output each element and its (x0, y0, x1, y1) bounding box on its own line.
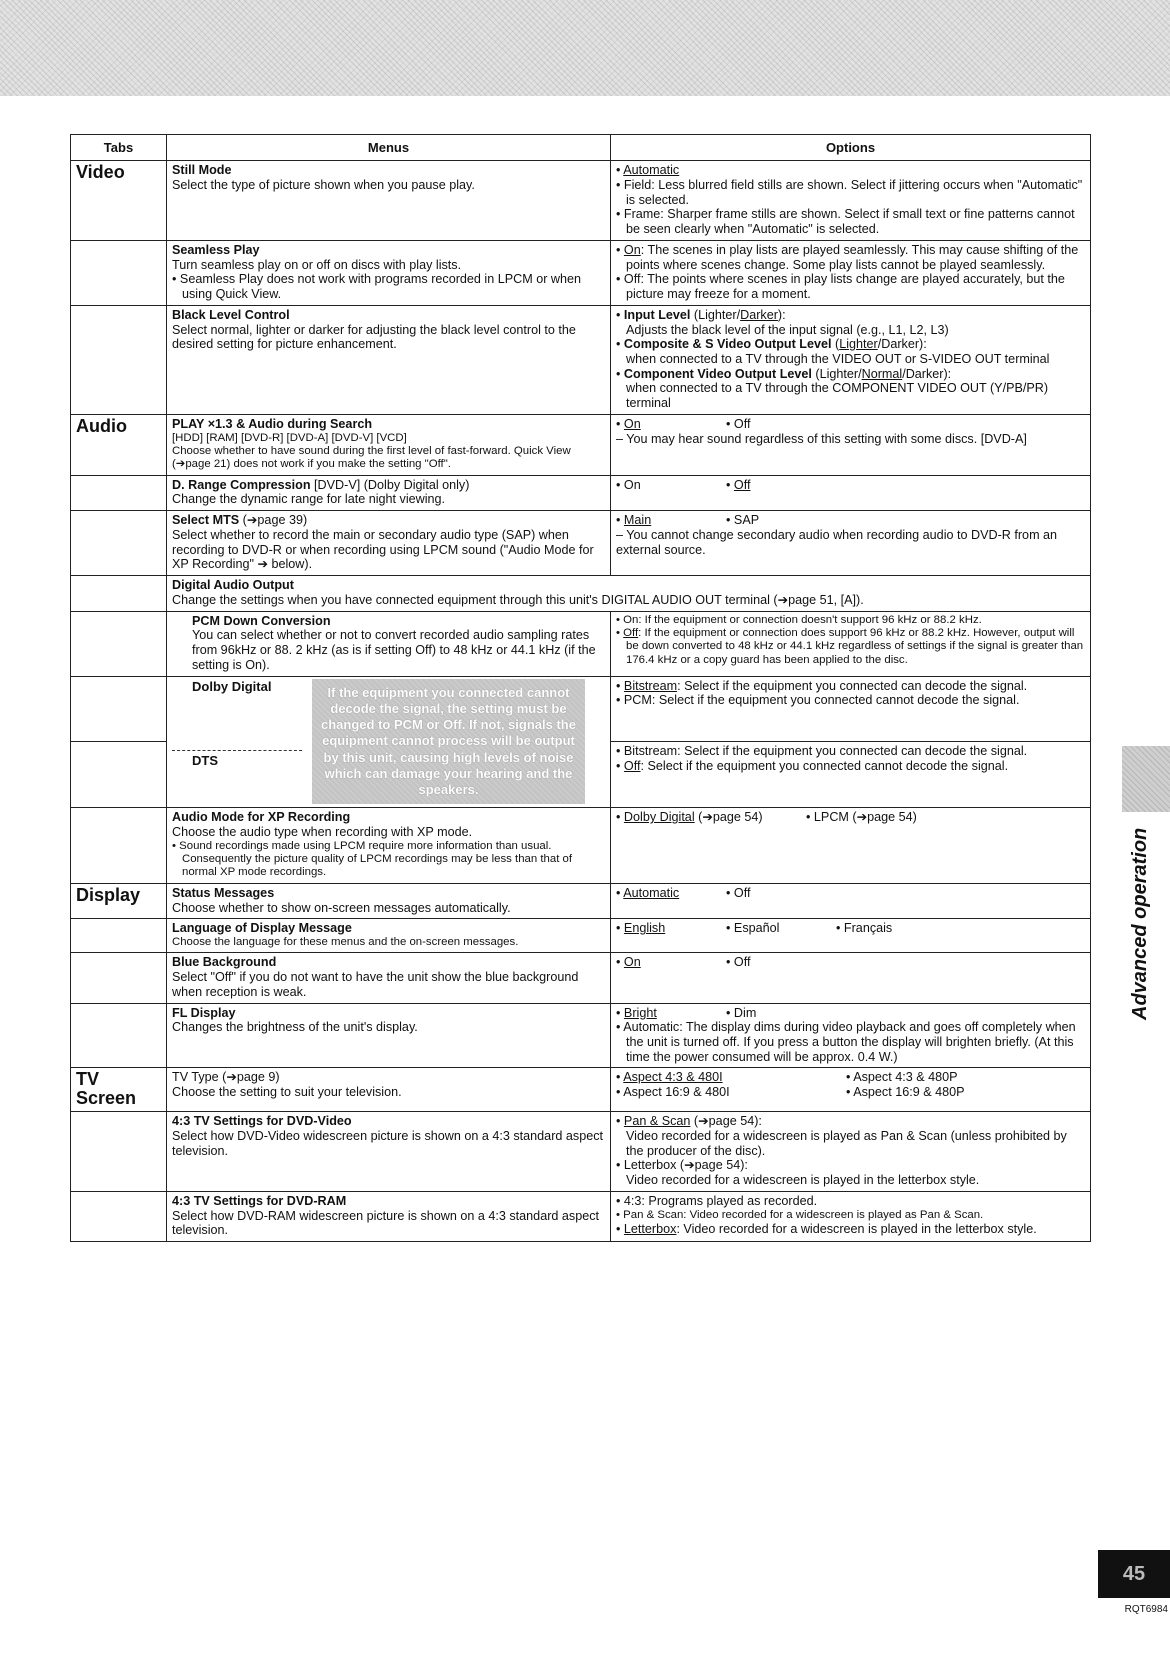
menu-blue-background (167, 953, 611, 1003)
menu-title: Audio Mode for XP Recording (172, 810, 351, 825)
menu-title: Still Mode (172, 163, 232, 178)
options-dolby (611, 676, 1091, 742)
menu-title: D. Range Compression (172, 477, 311, 492)
tab-spacer (71, 919, 167, 953)
dashed-divider (172, 694, 302, 751)
options-language (611, 919, 1091, 953)
tab-tv-screen: TV Screen (71, 1068, 167, 1112)
default-option: Darker (740, 307, 778, 322)
menu-desc: Changes the brightness of the unit's display. (172, 1020, 418, 1035)
tab-spacer (71, 511, 167, 576)
option-text: Off (733, 885, 751, 900)
menu-note: • Seamless Play does not work with programs recorded in LPCM or when using Quick View. (172, 272, 581, 302)
header-tabs: Tabs (71, 135, 167, 161)
option-title: Component Video Output Level (623, 366, 812, 381)
option-desc: when connected to a TV through the COMPONENT VIDEO OUT (Y/PB/PR) terminal (626, 381, 1049, 411)
tab-spacer (71, 676, 167, 742)
menu-title: Black Level Control (172, 307, 290, 322)
option-item: • PCM: Select if the equipment you connected cannot decode the signal. (616, 693, 1020, 708)
option-item: • Off: Select if the equipment you connected cannot decode the signal. (616, 759, 1009, 774)
option-item: • Off: The points where scenes in play lists change are played accurately, but the picture may freeze for a moment. (616, 272, 1065, 302)
menu-title: Status Messages (172, 885, 275, 900)
default-option: On (623, 416, 641, 431)
default-option: English (623, 921, 666, 936)
menu-mts (167, 511, 611, 576)
options-fl-display (611, 1003, 1091, 1068)
default-option: Lighter (839, 337, 878, 352)
table-row (71, 1191, 1091, 1241)
options-xp-audio (611, 808, 1091, 884)
table-header-row (71, 135, 1091, 161)
options-dvd-ram-43 (611, 1191, 1091, 1241)
option-row (616, 513, 1085, 528)
option-row (616, 886, 1085, 901)
option-item: • Automatic (616, 163, 680, 178)
default-option: Bright (623, 1005, 657, 1020)
tab-spacer (71, 808, 167, 884)
option-text: (➔page 54) (694, 810, 763, 825)
table-row (71, 240, 1091, 305)
option-row (616, 810, 1085, 825)
option-item: • Frame: Sharper frame stills are shown. Select if small text or fine patterns cannot be seen clearly when "Automatic" is selected. (616, 207, 1075, 237)
option-item: • Bitstream: Select if the equipment you connected can decode the signal. (616, 744, 1028, 759)
option-item: • Français (836, 921, 893, 936)
option-item: • Aspect 16:9 & 480P (846, 1085, 965, 1100)
option-item: • Input Level (Lighter/Darker): (616, 307, 786, 322)
tab-spacer (71, 1191, 167, 1241)
default-option: Normal (861, 366, 903, 381)
options-black-level (611, 305, 1091, 414)
tab-spacer (71, 611, 167, 676)
option-title: Composite & S Video Output Level (623, 337, 832, 352)
option-text: Aspect 4:3 & 480P (853, 1070, 958, 1085)
option-item: • Letterbox (➔page 54): (616, 1158, 748, 1173)
option-item: • Español (726, 921, 780, 936)
options-seamless-play (611, 240, 1091, 305)
option-text: (➔page 54): (690, 1114, 762, 1129)
menu-desc: Choose the language for these menus and the on-screen messages. (172, 935, 519, 948)
option-text: Aspect 16:9 & 480I (623, 1085, 730, 1100)
default-option: Off (623, 626, 639, 639)
option-item: • Dolby Digital (➔page 54) (616, 810, 763, 825)
table-row (71, 1068, 1091, 1112)
option-row (616, 921, 1085, 936)
tab-spacer (71, 240, 167, 305)
menu-title: Blue Background (172, 955, 277, 970)
options-pcm-down (611, 611, 1091, 676)
options-drange (611, 475, 1091, 510)
option-text: : Select if the equipment you connected cannot decode the signal. (640, 759, 1009, 774)
menu-drange (167, 475, 611, 510)
section-side-label: Advanced operation (1129, 827, 1151, 1020)
tab-spacer (71, 576, 167, 611)
option-desc: Video recorded for a widescreen is played in the letterbox style. (626, 1173, 980, 1188)
decorative-side-patch (1122, 746, 1170, 812)
option-item: • 4:3: Programs played as recorded. (616, 1193, 818, 1208)
option-item: • On (616, 477, 641, 492)
menu-title: PCM Down Conversion (192, 613, 331, 628)
option-item: • Automatic (616, 885, 680, 900)
option-text: : The scenes in play lists are played seamlessly. This may cause shifting of the points where scenes change. Some play lists cannot be played seamlessly. (626, 242, 1079, 272)
menu-xp-audio (167, 808, 611, 884)
tab-video: Video (71, 161, 167, 241)
option-text: (Lighter/ (811, 366, 862, 381)
options-mts (611, 511, 1091, 576)
menu-tv-type (167, 1068, 611, 1112)
menu-desc: Select whether to record the main or secondary audio type (SAP) when recording to DVD-R or when recording using LPCM sound ("Audio Mode for XP Recording" ➔ below). (172, 527, 594, 572)
option-item: • On (616, 416, 641, 431)
tab-spacer (71, 305, 167, 414)
option-item: • Off (726, 416, 751, 431)
option-item: • Aspect 4:3 & 480I (616, 1070, 723, 1085)
menu-language (167, 919, 611, 953)
menu-desc: Change the dynamic range for late night viewing. (172, 492, 446, 507)
menu-title: 4:3 TV Settings for DVD-RAM (172, 1193, 347, 1208)
default-option: Main (623, 513, 652, 528)
option-item: • Composite & S Video Output Level (Lighter/Darker): (616, 337, 927, 352)
table-row (71, 1112, 1091, 1192)
table-row (71, 475, 1091, 510)
option-item: • Dim (726, 1005, 757, 1020)
default-option: On (623, 242, 641, 257)
label-column (172, 679, 312, 768)
option-item: • Bright (616, 1005, 657, 1020)
note-text: Seamless Play does not work with programs recorded in LPCM or when using Quick View. (179, 272, 581, 302)
option-text: ( (831, 337, 840, 352)
options-status-messages (611, 883, 1091, 918)
tab-display: Display (71, 883, 167, 918)
table-row (71, 576, 1091, 611)
default-option: Letterbox (623, 1222, 677, 1236)
option-text: (Lighter/ (690, 307, 741, 322)
menu-title-sub: (➔page 39) (239, 513, 308, 528)
menu-desc: Select normal, lighter or darker for adjusting the black level control to the desired setting for picture enhancement. (172, 322, 576, 352)
menu-desc: Choose whether to have sound during the first level of fast-forward. Quick View (➔page 21) does not work if you make the setting "Off". (172, 445, 571, 471)
option-row (616, 478, 1085, 493)
option-item: • Off: If the equipment or connection does support 96 kHz or 88.2 kHz. However, output will be down converted to 48 kHz or 44.1 kHz regardless of settings if the signal is greater than 176.4 kHz or a copy guard has been applied to the disc. (616, 626, 1084, 666)
option-item: • Aspect 4:3 & 480P (846, 1070, 958, 1085)
menu-title-line (172, 1070, 605, 1085)
table-row (71, 161, 1091, 241)
option-text: : Select if the equipment you connected can decode the signal. (677, 678, 1028, 693)
default-option: Pan & Scan (623, 1114, 691, 1129)
menu-status-messages (167, 883, 611, 918)
table-row (71, 414, 1091, 475)
option-item: • Pan & Scan: Video recorded for a widescreen is played as Pan & Scan. (616, 1208, 984, 1221)
option-item: • Bitstream: Select if the equipment you connected can decode the signal. (616, 678, 1028, 693)
option-text: Español (733, 921, 780, 936)
menu-still-mode (167, 161, 611, 241)
option-item: • On: The scenes in play lists are played seamlessly. This may cause shifting of the points where scenes change. Some play lists cannot be played seamlessly. (616, 242, 1079, 272)
table-row (71, 611, 1091, 676)
menu-desc: Choose the setting to suit your television. (172, 1085, 402, 1100)
option-item: • Main (616, 513, 652, 528)
option-item: • LPCM (➔page 54) (806, 810, 917, 825)
table-row (71, 1003, 1091, 1068)
option-desc: Video recorded for a widescreen is played as Pan & Scan (unless prohibited by the producer of the disc). (626, 1128, 1067, 1158)
option-note: – You may hear sound regardless of this setting with some discs. [DVD-A] (616, 431, 1027, 446)
table-row (71, 883, 1091, 918)
option-text: Off (733, 416, 751, 431)
note-text: Sound recordings made using LPCM require more information than usual. Consequently the picture quality of LPCM recordings may be less than that of normal XP mode recordings. (179, 839, 573, 879)
menu-title: Digital Audio Output (172, 578, 294, 593)
menu-desc: Select the type of picture shown when you pause play. (172, 177, 475, 192)
menu-note: • Sound recordings made using LPCM require more information than usual. Consequently the picture quality of LPCM recordings may be less than that of normal XP mode recordings. (172, 839, 573, 879)
options-blue-background (611, 953, 1091, 1003)
default-option: Dolby Digital (623, 810, 695, 825)
option-item: • Off (726, 885, 751, 900)
option-row (616, 1085, 1085, 1100)
tab-spacer (71, 1112, 167, 1192)
document-code: RQT6984 (1124, 1604, 1168, 1615)
option-text: Letterbox (➔page 54): (623, 1158, 748, 1173)
table-row (71, 953, 1091, 1003)
menu-desc: Turn seamless play on or off on discs with play lists. (172, 257, 462, 272)
menu-black-level (167, 305, 611, 414)
option-item: • On: If the equipment or connection doesn't support 96 kHz or 88.2 kHz. (616, 613, 982, 626)
header-options: Options (611, 135, 1091, 161)
option-row (616, 1070, 1085, 1085)
option-row (616, 955, 1085, 970)
default-option: Automatic (623, 163, 680, 178)
menu-title: Language of Display Message (172, 921, 352, 936)
menu-desc: Select how DVD-Video widescreen picture is shown on a 4:3 standard aspect television. (172, 1128, 603, 1158)
options-tv-type (611, 1068, 1091, 1112)
option-text: LPCM (➔page 54) (813, 810, 917, 825)
option-row (616, 1006, 1085, 1021)
menu-desc: Select how DVD-RAM widescreen picture is shown on a 4:3 standard aspect television. (172, 1208, 599, 1238)
menu-dolby-dts (167, 676, 611, 808)
options-dts (611, 742, 1091, 808)
option-item: • Aspect 16:9 & 480I (616, 1085, 730, 1100)
menu-fl-display (167, 1003, 611, 1068)
menu-desc: Choose whether to show on-screen messages automatically. (172, 900, 511, 915)
option-text: Off (733, 955, 751, 970)
table-row (71, 676, 1091, 742)
table-row (71, 305, 1091, 414)
menu-title: Select MTS (172, 513, 240, 528)
menu-dvd-ram-43 (167, 1191, 611, 1241)
option-text: : If the equipment or connection does support 96 kHz or 88.2 kHz. However, output will be down converted to 48 kHz or 44.1 kHz regardless of settings if the signal is greater than 176.4 kHz or a copy guard has been applied to the disc. (626, 626, 1084, 666)
menu-digital-audio (167, 576, 1091, 611)
settings-table (70, 134, 1091, 1242)
option-item: • Off (726, 955, 751, 970)
menu-dvd-video-43 (167, 1112, 611, 1192)
default-option: Off (733, 477, 751, 492)
menu-title: FL Display (172, 1005, 236, 1020)
option-item: • Field: Less blurred field stills are shown. Select if jittering occurs when "Automatic" is selected. (616, 177, 1083, 207)
option-title: Input Level (623, 307, 691, 322)
menu-desc: You can select whether or not to convert recorded audio sampling rates from 96kHz or 88. 2 kHz (as is if setting Off) to 48 kHz or 44.1 kHz (if the setting is On). (192, 628, 596, 672)
option-text: /Darker): (877, 337, 927, 352)
tab-spacer (71, 475, 167, 510)
menu-desc: Choose the audio type when recording with XP mode. (172, 825, 473, 840)
dts-label: DTS (192, 752, 218, 768)
option-item: • Pan & Scan (➔page 54): (616, 1114, 762, 1129)
options-still-mode (611, 161, 1091, 241)
menu-play13 (167, 414, 611, 475)
option-text: On (623, 477, 641, 492)
option-row (616, 417, 1085, 432)
menu-seamless-play (167, 240, 611, 305)
option-item: • On (616, 955, 641, 970)
menu-title-sub: [DVD-V] (Dolby Digital only) (310, 477, 470, 492)
option-text: : Video recorded for a widescreen is played in the letterbox style. (676, 1222, 1037, 1236)
tab-spacer (71, 953, 167, 1003)
default-option: Aspect 4:3 & 480I (623, 1070, 723, 1085)
option-note: – You cannot change secondary audio when recording audio to DVD-R from an external source. (616, 527, 1058, 557)
default-option: On (623, 955, 641, 970)
option-text: /Darker): (902, 366, 952, 381)
menu-desc: Select "Off" if you do not want to have the unit show the blue background when reception is weak. (172, 970, 579, 999)
menu-title: Seamless Play (172, 242, 260, 257)
option-item: • Letterbox: Video recorded for a widescreen is played in the letterbox style. (616, 1222, 1037, 1236)
menu-pcm-down (167, 611, 611, 676)
table-row (71, 511, 1091, 576)
option-item: • Automatic: The display dims during video playback and goes off completely when the unit is turned off. If you press a button the display will brighten briefly. (At this time the power consumed will be approx. 0.4 W.) (616, 1020, 1076, 1064)
tab-spacer (71, 1003, 167, 1068)
option-text: Dim (733, 1005, 757, 1020)
menu-title: PLAY ×1.3 & Audio during Search (172, 416, 373, 431)
option-item: • Off (726, 477, 751, 492)
menu-title-line (172, 478, 605, 493)
menu-title-line (172, 513, 605, 528)
options-dvd-video-43 (611, 1112, 1091, 1192)
table-row (71, 919, 1091, 953)
option-item: • SAP (726, 513, 760, 528)
decorative-top-band (0, 0, 1170, 96)
menu-title: TV Type (172, 1070, 219, 1085)
option-text: SAP (733, 513, 760, 528)
option-desc: Adjusts the black level of the input signal (e.g., L1, L2, L3) (626, 322, 949, 337)
menu-desc: Change the settings when you have connected equipment through this unit's DIGITAL AUDIO OUT terminal (➔page 51, [A]). (172, 592, 864, 607)
disc-types: [HDD] [RAM] [DVD-R] [DVD-A] [DVD-V] [VCD] (172, 431, 407, 444)
option-text: Français (843, 921, 893, 936)
tab-spacer (71, 742, 167, 808)
table-row (71, 808, 1091, 884)
default-option: Off (623, 759, 641, 774)
dolby-label: Dolby Digital (192, 678, 272, 694)
option-text: ): (777, 307, 786, 322)
page-number: 45 (1098, 1550, 1170, 1598)
options-play13 (611, 414, 1091, 475)
warning-wrap (172, 679, 605, 805)
option-item: • English (616, 921, 666, 936)
default-option: Bitstream (623, 678, 678, 693)
menu-title: 4:3 TV Settings for DVD-Video (172, 1114, 352, 1129)
option-text: Aspect 16:9 & 480P (853, 1085, 965, 1100)
default-option: Automatic (623, 885, 680, 900)
option-desc: when connected to a TV through the VIDEO OUT or S-VIDEO OUT terminal (626, 352, 1050, 367)
tab-audio: Audio (71, 414, 167, 475)
warning-box: If the equipment you connected cannot decode the signal, the setting must be changed to PCM or Off. If not, signals the equipment cannot process will be output by this unit, causing high levels of noise which can damage your hearing and the speakers. (312, 679, 585, 805)
header-menus: Menus (167, 135, 611, 161)
menu-title-sub: (➔page 9) (218, 1070, 280, 1085)
option-item: • Component Video Output Level (Lighter/Normal/Darker): (616, 366, 952, 381)
